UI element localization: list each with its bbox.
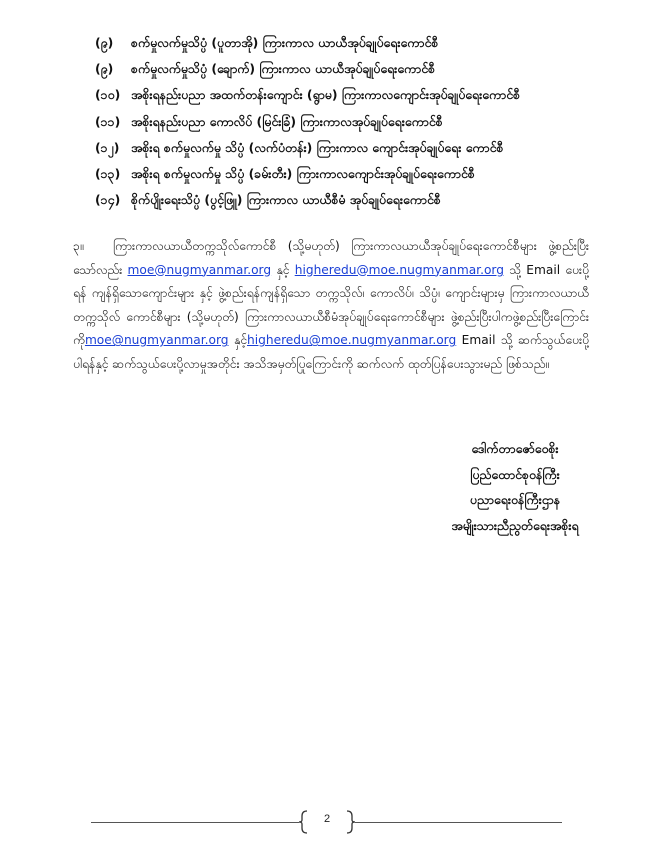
signatory-name: ဒေါက်တာဇော်ဝေစိုး bbox=[471, 441, 559, 456]
list-item-text: အစိုးရ စက်မှုလက်မှု သိပ္ပံ (လက်ပံတန်း) ကြားကာလ ကျောင်းအုပ်ချုပ်ရေး ကောင်စီ bbox=[131, 139, 504, 155]
paragraph-text-4: နှင့် bbox=[228, 333, 247, 348]
list-item-text: စက်မှုလက်မှုသိပ္ပံ (ချောက်) ကြားကာလ ယာယီအုပ်ချုပ်ရေးကောင်စီ bbox=[131, 61, 436, 77]
paragraph-text-5: Email သို့ ဆက်သွယ်ပေးပို့ပါရန်နှင့် ဆက်သွယ်ပေးပို့လာမှုအတိုင်း အသိအမှတ်ပြုကြောင်းကို ဆက်လက် ထုတ်ပြန်ပေးသွားမည် ဖြစ်သည်။ bbox=[73, 333, 590, 371]
list-item-number: (၁၀) bbox=[95, 87, 121, 103]
paragraph-number: ၃။ bbox=[73, 239, 84, 253]
email-link-higheredu-2[interactable]: higheredu@moe.nugmyanmar.org bbox=[247, 333, 457, 348]
signatory-title: ပြည်ထောင်စုဝန်ကြီး bbox=[470, 466, 560, 482]
email-link-higheredu[interactable]: higheredu@moe.nugmyanmar.org bbox=[294, 262, 504, 277]
list-item-text: အစိုးရနည်းပညာ ကောလိပ် (မြင်းခြံ) ကြားကာလအုပ်ချုပ်ရေးကောင်စီ bbox=[131, 113, 443, 129]
page-number: 2 bbox=[323, 813, 331, 825]
council-list-item bbox=[95, 35, 615, 61]
council-list-item bbox=[95, 87, 615, 113]
paragraph-text-1: ကြားကာလယာယီတက္ကသိုလ်ကောင်စီ (သို့မဟုတ်) ကြားကာလယာယီအုပ်ချုပ်ရေးကောင်စီများ ဖွဲ့စည်းပြီးသော်လည်း bbox=[73, 239, 589, 277]
footer-rule-right bbox=[355, 822, 562, 823]
paragraph-text-2: နှင့် bbox=[271, 262, 295, 277]
list-item-number: (၁၁) bbox=[95, 113, 121, 129]
council-list-item bbox=[95, 61, 615, 87]
council-list bbox=[95, 35, 615, 218]
list-item-number: (၁၃) bbox=[95, 165, 121, 181]
page-footer bbox=[91, 808, 562, 838]
list-item-number: (၁၄) bbox=[95, 192, 121, 208]
list-item-text: အစိုးရ စက်မှုလက်မှု သိပ္ပံ (ခမ်းတီး) ကြားကာလကျောင်းအုပ်ချုပ်ရေးကောင်စီ bbox=[131, 165, 475, 181]
email-link-moe[interactable]: moe@nugmyanmar.org bbox=[127, 262, 272, 277]
list-item-text: စက်မှုလက်မှုသိပ္ပံ (ပူတာအို) ကြားကာလ ယာယီအုပ်ချုပ်ရေးကောင်စီ bbox=[131, 35, 439, 50]
council-list-item bbox=[95, 114, 615, 140]
instruction-paragraph bbox=[73, 235, 589, 377]
list-item-text: စိုက်ပျိုးရေးသိပ္ပံ (ပွင့်ဖြူ) ကြားကာလ ယာယီစီမံ အုပ်ချုပ်ရေးကောင်စီ bbox=[131, 192, 441, 208]
council-list-item bbox=[95, 166, 615, 192]
email-link-moe-2[interactable]: moe@nugmyanmar.org bbox=[84, 333, 229, 348]
list-item-number: (၉) bbox=[95, 61, 114, 77]
list-item-number: (၁၂) bbox=[95, 139, 120, 155]
signatory-government: အမျိုးသားညီညွတ်ရေးအစိုးရ bbox=[451, 517, 579, 533]
list-item-text: အစိုးရနည်းပညာ အထက်တန်းကျောင်း (ရွာမ) ကြားကာလကျောင်းအုပ်ချုပ်ရေးကောင်စီ bbox=[131, 87, 521, 103]
signature-block bbox=[425, 436, 605, 538]
paragraph-text-3: သို့ Email ပေးပို့ရန် ကျန်ရှိသောကျောင်းများ နှင့် ဖွဲ့စည်းရန်ကျန်ရှိသော တက္ကသိုလ်၊ ကောလိပ်၊ သိပ္ပံ၊ ကျောင်းများမှ ကြားကာလယာယီတက္ကသိုလ် ကောင်စီများ (သို့မဟုတ်) ကြားကာလယာယီစီမံအုပ်ချုပ်ရေးကောင်စီများ ဖွဲ့စည်းပြီးပါကဖွဲ့စည်းပြီးကြောင်းကို bbox=[73, 262, 589, 348]
council-list-item bbox=[95, 192, 615, 218]
list-item-number: (၉) bbox=[95, 35, 114, 50]
council-list-item bbox=[95, 140, 615, 166]
signatory-ministry: ပညာရေးဝန်ကြီးဌာန bbox=[469, 492, 561, 507]
footer-rule-left bbox=[91, 822, 299, 823]
